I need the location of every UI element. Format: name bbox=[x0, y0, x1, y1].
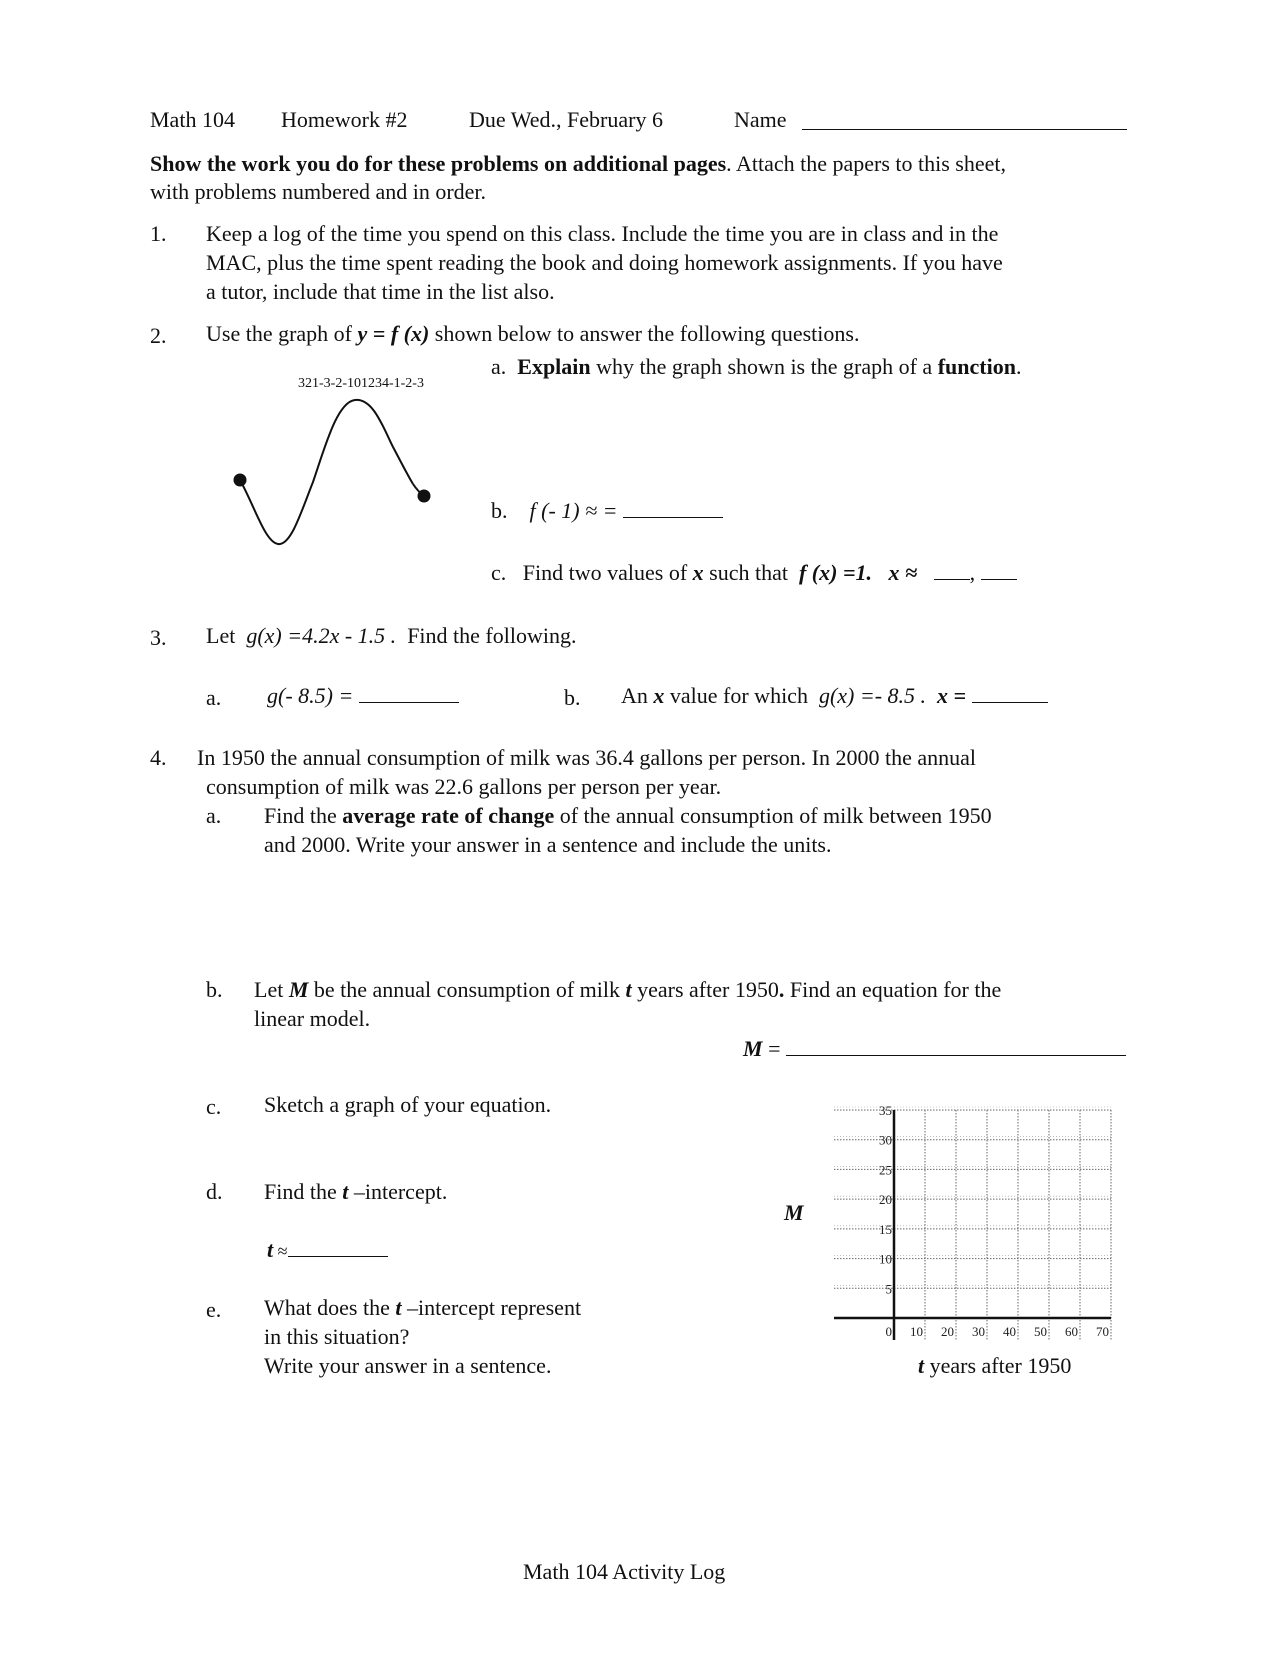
problem-4e-line1 bbox=[264, 1294, 581, 1322]
problem-4e-letter: e. bbox=[206, 1297, 222, 1322]
problem-1-line1: Keep a log of the time you spend on this class. Include the time you are in class and in the bbox=[206, 221, 999, 246]
x-tick-label-20: 20 bbox=[941, 1324, 954, 1339]
problem-4b-post2: Find an equation for the bbox=[784, 977, 1002, 1002]
x-tick-label-0: 0 bbox=[885, 1324, 892, 1339]
problem-4e-t: t bbox=[395, 1295, 402, 1320]
problem-2b bbox=[491, 497, 723, 525]
problem-4a-pre: Find the bbox=[264, 803, 343, 828]
problem-4b-post1: years after 1950 bbox=[631, 977, 779, 1002]
problem-2c-answer-blank-2[interactable] bbox=[981, 559, 1017, 580]
problem-2c bbox=[491, 559, 1017, 587]
problem-3a-letter: a. bbox=[206, 685, 222, 710]
problem-3-equation: g(x) =4.2x - 1.5 . bbox=[246, 623, 397, 648]
problem-4b-pre: Let bbox=[254, 977, 289, 1002]
problem-2a-letter: a. bbox=[491, 354, 507, 379]
y-tick-label-25: 25 bbox=[879, 1162, 892, 1178]
y-tick-label-20: 20 bbox=[879, 1192, 892, 1208]
problem-4e-line3: Write your answer in a sentence. bbox=[264, 1353, 552, 1378]
instructions-bold: Show the work you do for these problems on additional pages bbox=[150, 151, 727, 176]
problem-2a-explain: Explain bbox=[517, 354, 591, 379]
problem-4d-post: –intercept. bbox=[348, 1179, 448, 1204]
problem-4b-equation-answer bbox=[743, 1035, 1126, 1063]
problem-1-line3: a tutor, include that time in the list also. bbox=[206, 279, 555, 304]
problem-4d-answer-approx: ≈ bbox=[273, 1241, 288, 1261]
problem-3-intro-pre: Let bbox=[206, 623, 236, 648]
problem-4a-post: of the annual consumption of milk between 1950 bbox=[554, 803, 992, 828]
problem-1-line2: MAC, plus the time spent reading the book and doing homework assignments. If you have bbox=[206, 250, 1003, 275]
problem-4-number: 4. bbox=[150, 745, 167, 770]
problem-4d-t: t bbox=[342, 1179, 349, 1204]
problem-2c-letter: c. bbox=[491, 560, 507, 585]
problem-3b-x: x bbox=[653, 683, 665, 708]
problem-4e-line2: in this situation? bbox=[264, 1324, 410, 1349]
y-tick-label-10: 10 bbox=[879, 1251, 892, 1267]
problem-2a-mid: why the graph shown is the graph of a bbox=[590, 354, 938, 379]
problem-4d-answer bbox=[267, 1236, 388, 1264]
left-endpoint-dot bbox=[234, 474, 247, 487]
name-field[interactable] bbox=[802, 106, 1127, 130]
problem-3b-answer-blank[interactable] bbox=[972, 682, 1048, 703]
problem-4d-pre: Find the bbox=[264, 1179, 343, 1204]
problem-4-line2: consumption of milk was 22.6 gallons per person per year. bbox=[206, 774, 722, 799]
problem-4b-line1 bbox=[254, 976, 1001, 1004]
problem-2c-equation: f (x) =1. bbox=[798, 560, 872, 585]
problem-4d-letter: d. bbox=[206, 1179, 223, 1204]
problem-3-intro-post: Find the following. bbox=[407, 623, 577, 648]
header-due-date: Due Wed., February 6 bbox=[469, 107, 663, 132]
problem-3b-letter: b. bbox=[564, 685, 581, 710]
problem-4b-eq-M: M bbox=[743, 1036, 763, 1061]
x-tick-label-60: 60 bbox=[1065, 1324, 1078, 1339]
problem-2b-letter: b. bbox=[491, 498, 508, 523]
problem-4d-answer-blank[interactable] bbox=[288, 1236, 388, 1257]
instructions-rest: . Attach the papers to this sheet, bbox=[726, 151, 1006, 176]
problem-3a bbox=[267, 682, 459, 710]
header-homework: Homework #2 bbox=[281, 107, 408, 132]
problem-4b-eq-equals: = bbox=[762, 1036, 781, 1061]
problem-4c-letter: c. bbox=[206, 1094, 222, 1119]
y-tick-label-30: 30 bbox=[879, 1132, 892, 1148]
problem-4b-period: . bbox=[778, 977, 785, 1002]
problem-2c-x-approx: x ≈ bbox=[888, 560, 918, 585]
y-tick-label-35: 35 bbox=[879, 1103, 892, 1118]
y-tick-label-15: 15 bbox=[879, 1221, 892, 1237]
problem-4b-mid: be the annual consumption of milk bbox=[308, 977, 626, 1002]
problem-2c-text-post: such that bbox=[703, 560, 788, 585]
problem-4b-line2: linear model. bbox=[254, 1006, 371, 1031]
problem-3b bbox=[621, 682, 1048, 710]
problem-3b-equation: g(x) =- 8.5 . bbox=[818, 683, 927, 708]
chart-x-axis-label bbox=[918, 1352, 1071, 1380]
problem-2-intro-post: shown below to answer the following questions. bbox=[434, 321, 860, 346]
problem-4a-letter: a. bbox=[206, 803, 222, 828]
x-tick-label-70: 70 bbox=[1096, 1324, 1109, 1339]
problem-2-graph-label: 321-3-2-101234-1-2-3 bbox=[298, 376, 424, 391]
y-tick-label-5: 5 bbox=[885, 1281, 892, 1297]
problem-2a bbox=[491, 353, 1021, 381]
problem-4e-post: –intercept represent bbox=[401, 1295, 582, 1320]
problem-2-function-notation: y = f (x) bbox=[357, 321, 430, 346]
problem-4b-M: M bbox=[288, 977, 309, 1002]
footer-title: Math 104 Activity Log bbox=[523, 1559, 726, 1584]
problem-2a-function: function bbox=[937, 354, 1016, 379]
problem-3a-expression: g(- 8.5) = bbox=[267, 683, 354, 708]
problem-2-number: 2. bbox=[150, 323, 167, 348]
problem-4b-t: t bbox=[625, 977, 632, 1002]
x-tick-label-40: 40 bbox=[1003, 1324, 1016, 1339]
header-course: Math 104 bbox=[150, 107, 235, 132]
instructions-line1 bbox=[150, 150, 1006, 178]
function-curve bbox=[240, 400, 413, 544]
problem-3-intro bbox=[206, 622, 576, 650]
problem-2-intro-pre: Use the graph of bbox=[206, 321, 353, 346]
problem-4d-text bbox=[264, 1178, 447, 1206]
header-name-label: Name bbox=[734, 107, 787, 132]
problem-2c-x: x bbox=[692, 560, 704, 585]
problem-4e-pre: What does the bbox=[264, 1295, 396, 1320]
problem-2c-text-pre: Find two values of bbox=[522, 560, 693, 585]
x-tick-label-10: 10 bbox=[910, 1324, 923, 1339]
problem-2-intro bbox=[206, 320, 859, 348]
problem-2c-answer-blank-1[interactable] bbox=[934, 559, 970, 580]
problem-4a-line2: and 2000. Write your answer in a sentence and include the units. bbox=[264, 832, 832, 857]
problem-2b-answer-blank[interactable] bbox=[623, 497, 723, 518]
instructions-line2: with problems numbered and in order. bbox=[150, 179, 487, 204]
problem-2a-end: . bbox=[1015, 354, 1022, 379]
problem-2-function-graph bbox=[225, 392, 465, 572]
problem-3-number: 3. bbox=[150, 625, 167, 650]
x-tick-label-50: 50 bbox=[1034, 1324, 1047, 1339]
problem-3b-x-eq: x = bbox=[937, 683, 967, 708]
chart-x-axis-rest: years after 1950 bbox=[924, 1353, 1072, 1378]
problem-3a-answer-blank[interactable] bbox=[359, 682, 459, 703]
problem-2b-expression: f (- 1) ≈ = bbox=[529, 498, 618, 523]
problem-4-line1: In 1950 the annual consumption of milk was 36.4 gallons per person. In 2000 the annual bbox=[197, 745, 977, 770]
problem-2c-comma: , bbox=[969, 560, 976, 585]
problem-4b-letter: b. bbox=[206, 977, 223, 1002]
x-tick-label-30: 30 bbox=[972, 1324, 985, 1339]
problem-3b-text-post: value for which bbox=[664, 683, 808, 708]
problem-4a-line1 bbox=[264, 802, 992, 830]
problem-4c-text: Sketch a graph of your equation. bbox=[264, 1092, 552, 1117]
problem-3b-text-pre: An bbox=[621, 683, 654, 708]
problem-1-number: 1. bbox=[150, 221, 167, 246]
problem-4d-answer-t: t bbox=[267, 1237, 274, 1262]
problem-4b-answer-blank[interactable] bbox=[786, 1035, 1126, 1056]
problem-4a-bold: average rate of change bbox=[342, 803, 555, 828]
chart-x-axis-var: t bbox=[918, 1353, 925, 1378]
milk-consumption-grid-chart[interactable] bbox=[826, 1090, 1156, 1390]
chart-y-axis-label: M bbox=[784, 1200, 804, 1225]
